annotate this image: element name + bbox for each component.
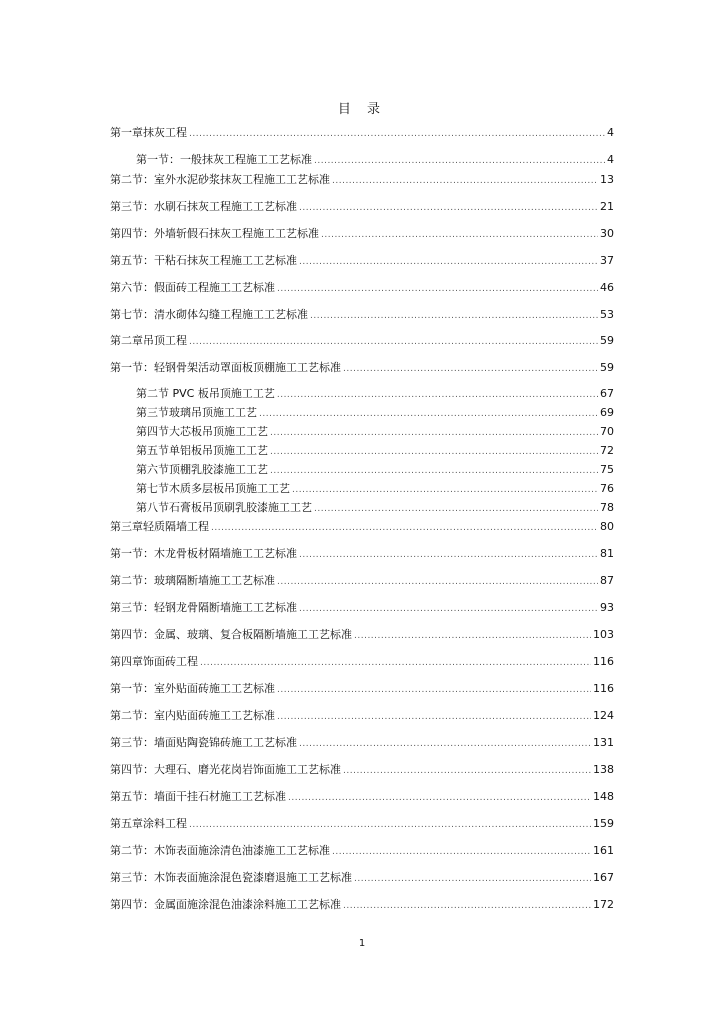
toc-entry-label: 第二节：室外水泥砂浆抹灰工程施工工艺标准 — [110, 173, 330, 186]
toc-entry-label: 第三节：轻钢龙骨隔断墙施工工艺标准 — [110, 601, 297, 614]
toc-entry-page: 78 — [600, 501, 614, 514]
toc-leader-dots — [277, 709, 591, 725]
toc-leader-dots — [259, 406, 598, 422]
toc-entry-page: 80 — [600, 520, 614, 533]
toc-entry — [110, 735, 614, 751]
toc-entry — [136, 462, 614, 478]
toc-entry-label: 第五节单铝板吊顶施工工艺 — [136, 444, 268, 457]
toc-entry-page: 172 — [593, 898, 614, 911]
toc-entry-page: 93 — [600, 601, 614, 614]
toc-entry-page: 148 — [593, 790, 614, 803]
toc-leader-dots — [310, 308, 598, 324]
toc-leader-dots — [343, 898, 591, 914]
toc-leader-dots — [288, 790, 591, 806]
toc-entry-page: 116 — [593, 682, 614, 695]
toc-entry-label: 第二节：玻璃隔断墙施工工艺标准 — [110, 574, 275, 587]
toc-leader-dots — [189, 126, 605, 142]
toc-entry-page: 167 — [593, 871, 614, 884]
page-title: 目 录 — [337, 102, 387, 117]
toc-entry-page: 138 — [593, 763, 614, 776]
toc-entry-page: 59 — [600, 361, 614, 374]
toc-entry-page: 46 — [600, 281, 614, 294]
toc-entry-page: 13 — [600, 173, 614, 186]
toc-entry — [136, 424, 614, 440]
toc-entry-page: 161 — [593, 844, 614, 857]
toc-entry-label: 第五节：干粘石抹灰工程施工工艺标准 — [110, 254, 297, 267]
toc-entry — [110, 172, 614, 188]
toc-entry — [110, 226, 614, 242]
toc-entry-page: 53 — [600, 308, 614, 321]
toc-entry-label: 第三节：木饰表面施涂混色瓷漆磨退施工工艺标准 — [110, 871, 352, 884]
toc-entry-page: 124 — [593, 709, 614, 722]
toc-entry-page: 4 — [607, 126, 614, 139]
toc-entry-label: 第三节：墙面贴陶瓷锦砖施工工艺标准 — [110, 736, 297, 749]
toc-leader-dots — [270, 444, 598, 460]
toc-entry — [136, 405, 614, 421]
toc-entry-label: 第五节：墙面干挂石材施工工艺标准 — [110, 790, 286, 803]
toc-entry-label: 第四节：金属面施涂混色油漆涂料施工工艺标准 — [110, 898, 341, 911]
toc-entry-label: 第一节：一般抹灰工程施工工艺标准 — [136, 153, 312, 166]
toc-entry — [110, 816, 614, 832]
toc-entry-label: 第五章涂料工程 — [110, 817, 187, 830]
toc-entry-page: 159 — [593, 817, 614, 830]
toc-entry — [110, 280, 614, 296]
toc-entry — [110, 708, 614, 724]
toc-leader-dots — [299, 736, 591, 752]
toc-leader-dots — [343, 361, 598, 377]
toc-entry-label: 第七节：清水砌体勾缝工程施工工艺标准 — [110, 308, 308, 321]
toc-leader-dots — [321, 227, 598, 243]
toc-entry-page: 21 — [600, 200, 614, 213]
toc-entry-label: 第四节：外墙斩假石抹灰工程施工工艺标准 — [110, 227, 319, 240]
toc-leader-dots — [277, 387, 598, 403]
toc-entry-page: 75 — [600, 463, 614, 476]
toc-entry — [110, 199, 614, 215]
toc-entry — [110, 600, 614, 616]
toc-leader-dots — [270, 425, 598, 441]
toc-entry — [110, 654, 614, 670]
toc-entry-label: 第八节石膏板吊顶刷乳胶漆施工工艺 — [136, 501, 312, 514]
toc-entry — [110, 253, 614, 269]
toc-entry — [110, 843, 614, 859]
toc-entry-page: 59 — [600, 334, 614, 347]
toc-leader-dots — [277, 682, 591, 698]
toc-entry-label: 第一节：轻钢骨架活动罩面板顶棚施工工艺标准 — [110, 361, 341, 374]
toc-entry — [110, 307, 614, 323]
toc-leader-dots — [354, 871, 591, 887]
toc-entry — [110, 897, 614, 913]
toc-entry-label: 第七节木质多层板吊顶施工工艺 — [136, 482, 290, 495]
toc-entry-page: 103 — [593, 628, 614, 641]
toc-leader-dots — [299, 601, 598, 617]
toc-leader-dots — [292, 482, 598, 498]
toc-entry — [110, 681, 614, 697]
toc-entry-page: 81 — [600, 547, 614, 560]
toc-entry-page: 69 — [600, 406, 614, 419]
toc-entry — [110, 360, 614, 376]
toc-entry — [136, 386, 614, 402]
toc-leader-dots — [314, 153, 605, 169]
toc-entry-label: 第六节顶棚乳胶漆施工工艺 — [136, 463, 268, 476]
toc-entry — [136, 443, 614, 459]
toc-entry-label: 第四节大芯板吊顶施工工艺 — [136, 425, 268, 438]
toc-entry — [110, 870, 614, 886]
toc-entry — [110, 627, 614, 643]
toc-entry-label: 第一节：木龙骨板材隔墙施工工艺标准 — [110, 547, 297, 560]
toc-entry-page: 30 — [600, 227, 614, 240]
toc-entry-label: 第二章吊顶工程 — [110, 334, 187, 347]
toc-leader-dots — [211, 520, 598, 536]
toc-leader-dots — [354, 628, 591, 644]
toc-leader-dots — [277, 281, 598, 297]
toc-leader-dots — [299, 547, 598, 563]
toc-entry — [136, 500, 614, 516]
toc-leader-dots — [270, 463, 598, 479]
toc-leader-dots — [332, 173, 598, 189]
toc-entry-label: 第一节：室外贴面砖施工工艺标准 — [110, 682, 275, 695]
toc-entry-label: 第二节：木饰表面施涂清色油漆施工工艺标准 — [110, 844, 330, 857]
toc-entry-page: 116 — [593, 655, 614, 668]
toc-entry — [136, 152, 614, 168]
toc-entry-label: 第一章抹灰工程 — [110, 126, 187, 139]
toc-entry — [110, 762, 614, 778]
toc-entry-page: 67 — [600, 387, 614, 400]
toc-entry-label: 第六节：假面砖工程施工工艺标准 — [110, 281, 275, 294]
toc-leader-dots — [343, 763, 591, 779]
toc-entry-label: 第四节：金属、玻璃、复合板隔断墙施工工艺标准 — [110, 628, 352, 641]
toc-entry-page: 37 — [600, 254, 614, 267]
toc-entry-label: 第二节：室内贴面砖施工工艺标准 — [110, 709, 275, 722]
toc-entry-label: 第四节：大理石、磨光花岗岩饰面施工工艺标准 — [110, 763, 341, 776]
toc-entry-label: 第三节：水刷石抹灰工程施工工艺标准 — [110, 200, 297, 213]
toc-entry-page: 76 — [600, 482, 614, 495]
toc-entry — [110, 333, 614, 349]
toc-entry — [136, 481, 614, 497]
toc-entry — [110, 125, 614, 141]
toc-leader-dots — [189, 817, 591, 833]
toc-entry-page: 70 — [600, 425, 614, 438]
toc-entry-page: 87 — [600, 574, 614, 587]
toc-entry-label: 第三章轻质隔墙工程 — [110, 520, 209, 533]
toc-leader-dots — [314, 501, 598, 517]
toc-entry — [110, 519, 614, 535]
toc-entry — [110, 789, 614, 805]
toc-entry-page: 72 — [600, 444, 614, 457]
page-number: 1 — [358, 938, 366, 949]
toc-leader-dots — [299, 200, 598, 216]
toc-leader-dots — [189, 334, 598, 350]
toc-entry-label: 第三节玻璃吊顶施工工艺 — [136, 406, 257, 419]
toc-leader-dots — [200, 655, 591, 671]
toc-leader-dots — [277, 574, 598, 590]
toc-entry-page: 131 — [593, 736, 614, 749]
toc-entry-label: 第四章饰面砖工程 — [110, 655, 198, 668]
toc-leader-dots — [299, 254, 598, 270]
toc-entry-label: 第二节 PVC 板吊顶施工工艺 — [136, 387, 275, 400]
toc-entry — [110, 546, 614, 562]
toc-entry-page: 4 — [607, 153, 614, 166]
toc-entry — [110, 573, 614, 589]
toc-leader-dots — [332, 844, 591, 860]
